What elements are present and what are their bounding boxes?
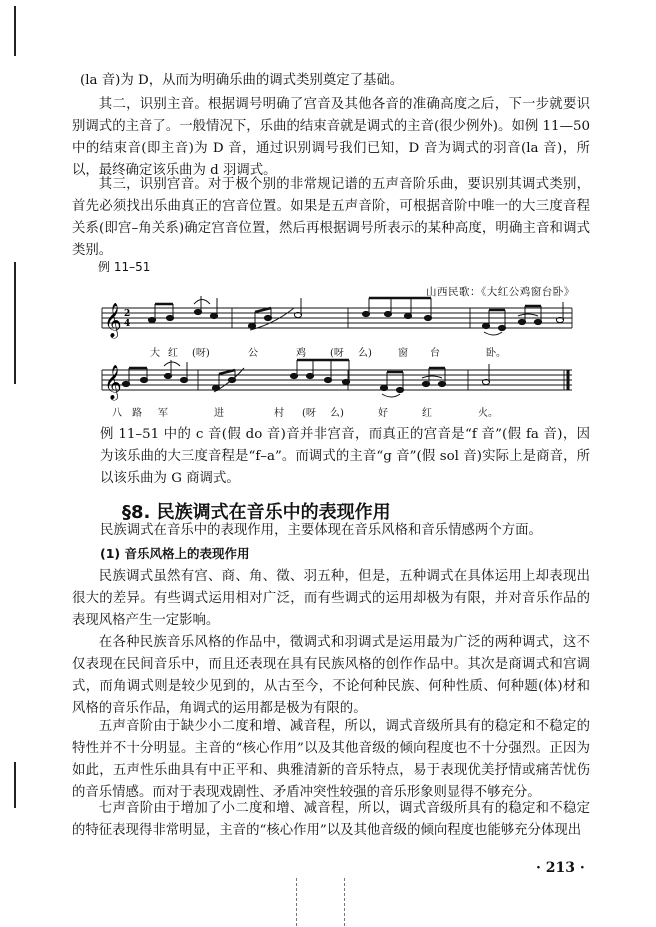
lyric-syllable: 村 — [274, 408, 284, 419]
paragraph-1: (la 音)为 D，从而为明确乐曲的调式类别奠定了基础。 — [80, 73, 404, 88]
lyric-syllable: 好 — [378, 408, 388, 419]
lyric-syllable: 窗 — [398, 348, 408, 359]
binding-mark-bottom — [14, 762, 16, 808]
lyric-syllable: 八 — [112, 408, 122, 419]
lyric-syllable: 红 — [168, 348, 178, 359]
binding-mark-middle — [14, 262, 16, 384]
svg-text:4: 4 — [124, 319, 131, 329]
lyric-syllable: (呀 — [330, 348, 344, 359]
subsection-title: (1) 音乐风格上的表现作用 — [100, 546, 250, 561]
paragraph-8: 五声音阶由于缺少小二度和增、减音程，所以，调式音级所具有的稳定和不稳定的特性并不十分明显。主音的“核心作用”以及其他音级的倾向程度也不十分强烈。正因为如此，五声性乐曲具有中正平和、典雅清新的音乐特点，易于表现优美抒情或痛苦忧伤的音乐情感。而对于表现戏剧性、矛盾冲突性较强的音乐形象则显得不够充分。 — [72, 719, 590, 800]
music-staff-line-2 — [98, 358, 580, 402]
lyric-syllable: 卧。 — [486, 348, 506, 359]
paragraph-9: 七声音阶由于增加了小二度和增、减音程，所以，调式音级所具有的稳定和不稳定的特征表现得非常明显，主音的“核心作用”以及其他音级的倾向程度也能够充分体现出 — [72, 801, 590, 838]
example-label: 例 11–51 — [98, 260, 151, 274]
paragraph-3: 其三，识别宫音。对于极个别的非常规记谱的五声音阶乐曲，要识别其调式类别，首先必须找出乐曲真正的宫音位置。如果是五声音阶，可根据音阶中唯一的大三度音程关系(即宫–角关系)确定宫音位置，然后再根据调号所表示的某种高度，明确主音和调式类别。 — [72, 177, 590, 258]
music-staff-line-1 — [98, 296, 580, 340]
lyric-syllable: 么) — [330, 408, 344, 419]
lyric-syllable: 台 — [430, 348, 440, 359]
lyric-syllable: 鸡 — [296, 348, 306, 359]
fold-mark-right — [344, 878, 345, 926]
paragraph-5: 民族调式在音乐中的表现作用，主要体现在音乐风格和音乐情感两个方面。 — [100, 523, 542, 538]
paragraph-7: 在各种民族音乐风格的作品中，徵调式和羽调式是运用最为广泛的两种调式，这不仅表现在民间音乐中，而且还表现在具有民族风格的创作作品中。其次是商调式和宫调式，而角调式则是较少见到的，从古至今，不论何种民族、何种性质、何种题(体)材和风格的音乐作品，角调式的运用都是极为有限的。 — [72, 635, 590, 716]
lyric-syllable: (呀) — [192, 348, 210, 359]
lyric-syllable: 公 — [248, 348, 258, 359]
lyric-syllable: 火。 — [478, 408, 498, 419]
lyric-syllable: 红 — [422, 408, 432, 419]
fold-mark-left — [296, 878, 297, 926]
binding-mark-top — [14, 6, 16, 56]
lyric-syllable: 军 — [158, 408, 168, 419]
paragraph-6: 民族调式虽然有宫、商、角、徵、羽五种，但是，五种调式在具体运用上却表现出很大的差异。有些调式运用相对广泛，而有些调式的运用却极为有限，并对音乐作品的表现风格产生一定影响。 — [72, 569, 590, 628]
lyric-syllable: 么) — [358, 348, 372, 359]
paragraph-4: 例 11–51 中的 c 音(假 do 音)音并非宫音，而真正的宫音是“f 音”(假 fa 音)，因为该乐曲的大三度音程是“f–a”。而调式的主音“g 音”(假 sol 音)实际上是商音，所以该乐曲为 G 商调式。 — [100, 427, 590, 486]
lyric-syllable: (呀 — [302, 408, 316, 419]
treble-clef-icon: 𝄞 — [104, 365, 122, 400]
example-source: 山西民歌：《大红公鸡窗台卧》 — [426, 286, 575, 298]
lyric-syllable: 进 — [214, 408, 224, 419]
lyric-syllable: 路 — [132, 408, 142, 419]
section-title: §8. 民族调式在音乐中的表现作用 — [122, 502, 391, 523]
svg-text:2: 2 — [124, 309, 131, 319]
treble-clef-icon: 𝄞 — [104, 303, 122, 338]
page-number: · 213 · — [536, 860, 585, 876]
lyric-syllable: 大 — [150, 348, 160, 359]
paragraph-2: 其二，识别主音。根据调号明确了宫音及其他各音的准确高度之后，下一步就要识别调式的主音了。一般情况下，乐曲的结束音就是调式的主音(很少例外)。如例 11—50 中的结束音(即主音)为 D 音，通过识别调号我们已知，D 音为调式的羽音(la 音)，所以，最终确定该乐曲为 d 羽调式。 — [72, 97, 590, 178]
